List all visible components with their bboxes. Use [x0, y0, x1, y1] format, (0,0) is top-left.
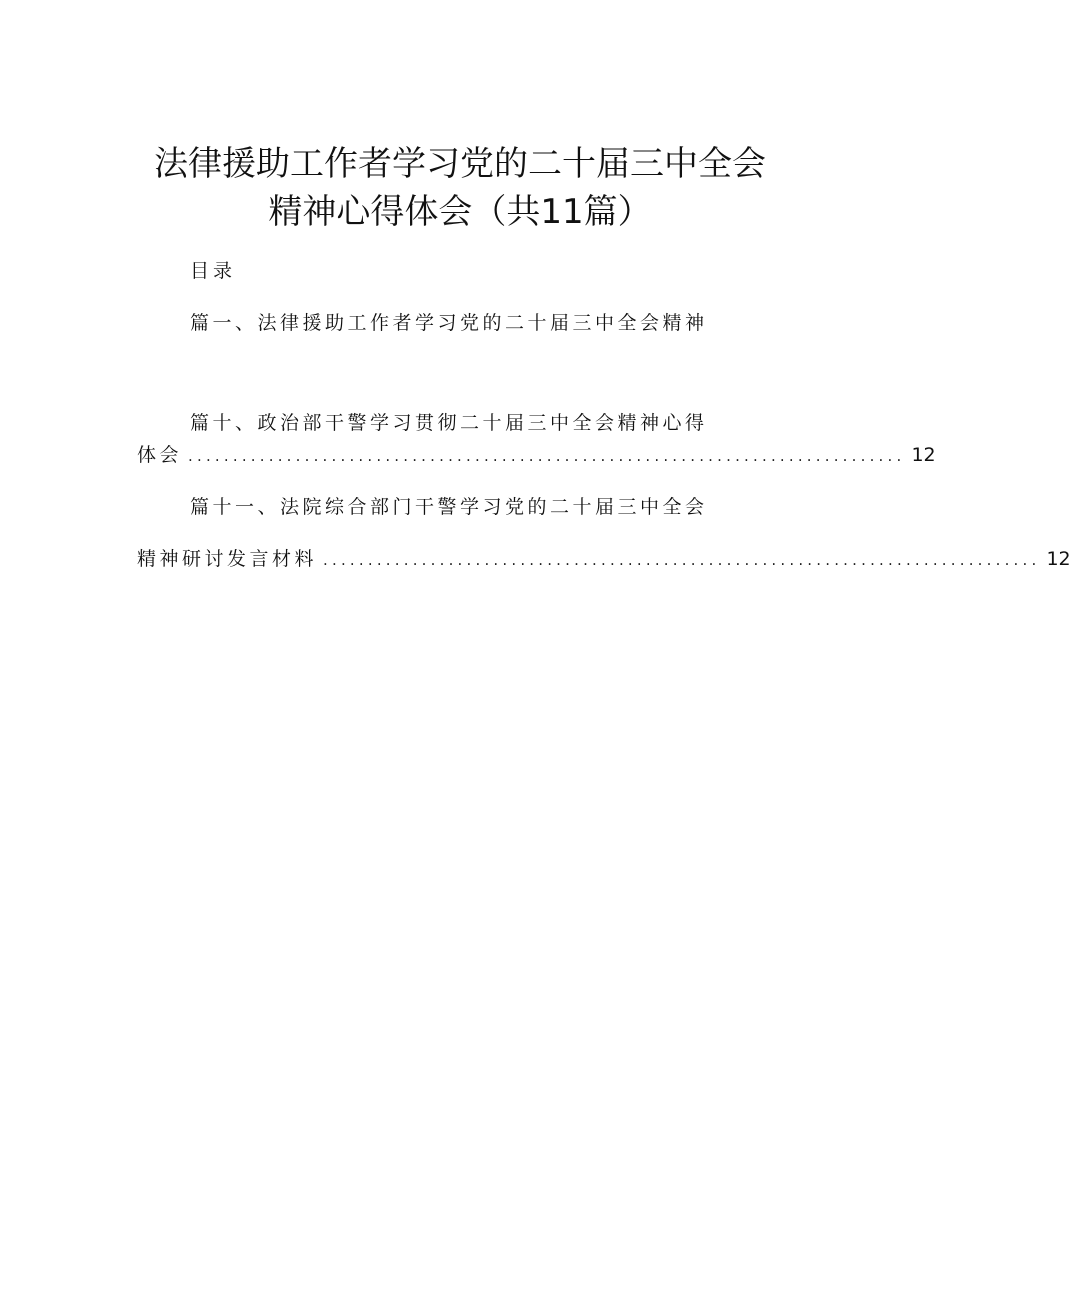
toc-heading: 目录 — [190, 260, 237, 282]
toc-entry-2-title[interactable]: 篇十、政治部干警学习贯彻二十届三中全会精神心得 — [190, 412, 708, 434]
toc-entry-3-title[interactable]: 篇十一、法院综合部门干警学习党的二十届三中全会 — [190, 496, 708, 518]
toc-entry-3-row[interactable] — [137, 544, 1071, 571]
toc-entry-3-leader: ................................................................................ — [323, 551, 1041, 569]
toc-entry-3-title-cont: 精神研讨发言材料 — [137, 548, 318, 570]
toc-entry-3-page-number: 12 — [1046, 548, 1071, 570]
toc-entry-2-page-number: 12 — [911, 444, 936, 466]
document-title-line-1: 法律援助工作者学习党的二十届三中全会 — [154, 144, 766, 184]
toc-entry-1-title[interactable]: 篇一、法律援助工作者学习党的二十届三中全会精神 — [190, 312, 708, 334]
toc-entry-2-row[interactable] — [137, 440, 936, 467]
document-title-line-2: 精神心得体会（共11篇） — [268, 192, 652, 232]
toc-entry-2-leader: ................................................................................ — [188, 447, 906, 465]
toc-entry-2-title-cont: 体会 — [137, 444, 183, 466]
